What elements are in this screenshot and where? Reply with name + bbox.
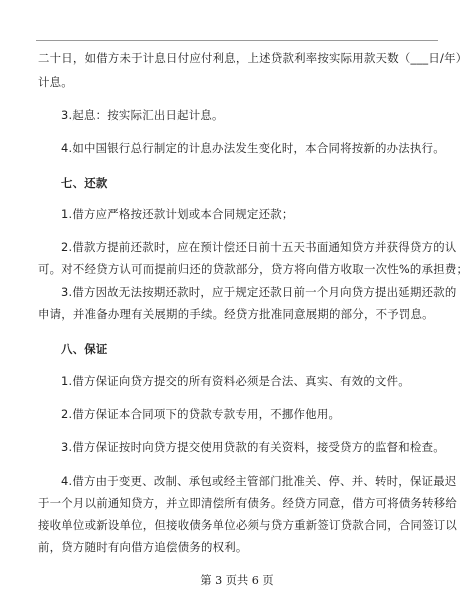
clause-guarantee-restructure-line1: 4.借方由于变更、改制、承包或经主管部门批准关、停、并、转时，保证最迟 bbox=[61, 474, 457, 488]
clause-repay-schedule: 1.借方应严格按还款计划或本合同规定还款； bbox=[61, 207, 294, 221]
clause-guarantee-supervision: 3.借方保证按时向贷方提交使用贷款的有关资料，接受贷方的监督和检查。 bbox=[61, 440, 445, 454]
clause-early-repayment-line2: 可。对不经贷方认可而提前归还的贷款部分，贷方将向借方收取一次性%的承担费； bbox=[38, 262, 469, 276]
clause-guarantee-restructure-line4: 前，贷方随时有向借方追偿债务的权利。 bbox=[38, 540, 248, 554]
paragraph-line-interest-rate: 二十日，如借方未于计息日付应付利息，上述贷款利率按实际用款天数（___日/年） bbox=[38, 51, 468, 65]
clause-guarantee-documents: 1.借方保证向贷方提交的所有资料必须是合法、真实、有效的文件。 bbox=[61, 374, 410, 388]
clause-guarantee-dedicated-use: 2.借方保证本合同项下的贷款专款专用，不挪作他用。 bbox=[61, 407, 341, 421]
page-number-footer: 第 3 页共 6 页 bbox=[200, 574, 274, 587]
clause-early-repayment-line1: 2.借款方提前还款时，应在预计偿还日前十五天书面通知贷方并获得贷方的认 bbox=[61, 240, 457, 254]
clause-extension-line2: 申请，并准备办理有关展期的手续。经贷方批准同意展期的部分，不予罚息。 bbox=[38, 307, 434, 321]
clause-value-date: 3.起息：按实际汇出日起计息。 bbox=[61, 108, 224, 122]
clause-extension-line1: 3.借方因故无法按期还款时，应于规定还款日前一个月向贷方提出延期还款的 bbox=[61, 285, 457, 299]
header-rule bbox=[36, 40, 438, 41]
section-heading-repayment: 七、还款 bbox=[61, 176, 108, 190]
clause-method-change: 4.如中国银行总行制定的计息办法发生变化时，本合同将按新的办法执行。 bbox=[61, 141, 445, 155]
paragraph-line-interest-end: 计息。 bbox=[38, 75, 73, 89]
clause-guarantee-restructure-line2: 于一个月以前通知贷方，并立即清偿所有债务。经贷方同意，借方可将债务转移给 bbox=[38, 496, 458, 510]
clause-guarantee-restructure-line3: 接收单位或新设单位，但接收债务单位必须与贷方重新签订贷款合同，合同签订以 bbox=[38, 518, 458, 532]
section-heading-guarantee: 八、保证 bbox=[61, 342, 108, 356]
